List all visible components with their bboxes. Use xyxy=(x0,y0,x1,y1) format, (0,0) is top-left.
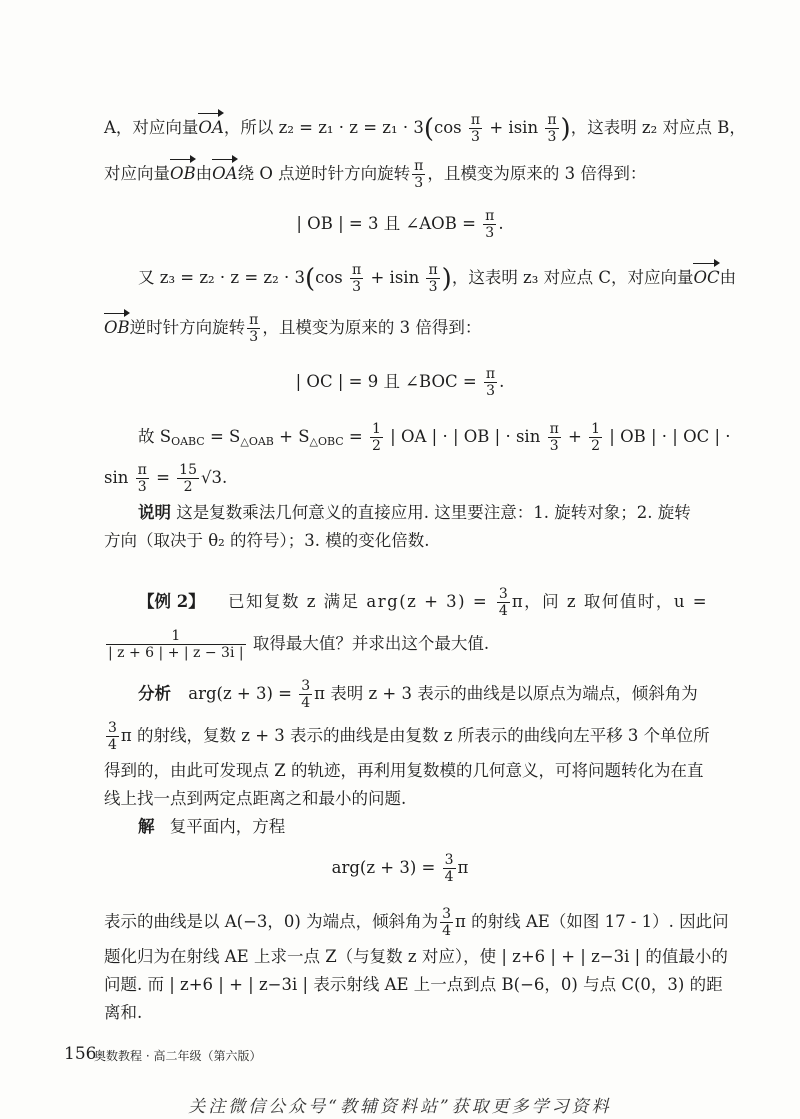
solution-paragraph: 解 复平面内，方程 xyxy=(104,814,696,840)
watermark: 关注微信公众号“教辅资料站”获取更多学习资料 xyxy=(188,1097,612,1117)
equation: | OB | = 3 且 ∠AOB = $\frac{\pi}{3}$ . xyxy=(296,208,504,241)
analysis-label: 分析 xyxy=(138,684,171,703)
text-line: A，对应向量OA，所以 z₂ = z₁ · z = z₁ · 3(cos $\frac{\pi}{3}$ + isin $\frac{\pi}{3}$ )，这表明 z₂ 对应点 B， xyxy=(104,112,746,145)
example-heading: 【例 2】 已知复数 z 满足 arg(z + 3) = $\frac{3}{4}$ π，问 z 取何值时，u = xyxy=(104,586,696,619)
note-paragraph: 说明 这是复数乘法几何意义的直接应用. 这里要注意：1. 旋转对象；2. 旋转 xyxy=(104,500,696,526)
equation: | OC | = 9 且 ∠BOC = $\frac{\pi}{3}$ . xyxy=(295,366,505,399)
text-line: 方向（取决于 θ₂ 的符号）；3. 模的变化倍数. xyxy=(104,531,430,550)
text-line: sin $\frac{\pi}{3}$ = $\frac{15}{2}$ √3. xyxy=(104,462,228,495)
text-line: 问题. 而 | z+6 | + | z−3i | 表示射线 AE 上一点到点 B(−6，0) 与点 C(0，3) 的距 xyxy=(104,975,723,994)
text-line: 故 $S_{OABC} = S_{\triangle OAB} + S_{\triangle OBC}$ = $\frac{1}{2}$ | OA | · | OB | · sin $\frac{\pi}{3}$ + $\frac{1}{2}$ | OB | · | OC | · xyxy=(138,421,731,454)
text-line: 对应向量OB由OA绕 O 点逆时针方向旋转 $\frac{\pi}{3}$ ，且模变为原来的 3 倍得到： xyxy=(104,158,647,191)
text-line: 离和. xyxy=(104,1003,143,1022)
text-line: 表示的曲线是以 A(−3，0) 为端点，倾斜角为 $\frac{3}{4}$ π 的射线 AE（如图 17 - 1）. 因此问 xyxy=(104,906,729,939)
solution-label: 解 xyxy=(138,817,155,836)
text-line: $\frac{3}{4}$ π 的射线，复数 z + 3 表示的曲线是由复数 z 所表示的曲线向左平移 3 个单位所 xyxy=(108,720,710,753)
text-line: 得到的，由此可发现点 Z 的轨迹，再利用复数模的几何意义，可将问题转化为在直 xyxy=(104,761,704,780)
equation: arg(z + 3) = $\frac{3}{4}$ π xyxy=(331,852,469,885)
example-label: 【例 2】 xyxy=(138,592,205,611)
note-label: 说明 xyxy=(138,503,171,522)
book-title: 奥数教程 · 高二年级（第六版） xyxy=(94,1049,262,1063)
text-line: $\frac{1}{| z + 6 | + | z - 3i |}$ 取得最大值？并求出这个最大值. xyxy=(108,628,490,661)
text-line: 线上找一点到两定点距离之和最小的问题. xyxy=(104,789,407,808)
analysis-paragraph: 分析 arg(z + 3) = $\frac{3}{4}$ π 表明 z + 3 表示的曲线是以原点为端点，倾斜角为 xyxy=(104,678,696,711)
text-line: 题化归为在射线 AE 上求一点 Z（与复数 z 对应），使 | z+6 | + | z−3i | 的值最小的 xyxy=(104,947,728,966)
text-line: 又 z₃ = z₂ · z = z₂ · 3(cos $\frac{\pi}{3}$ + isin $\frac{\pi}{3}$ )，这表明 z₃ 对应点 C，对应向量OC由 xyxy=(138,262,737,295)
text-line: OB逆时针方向旋转 $\frac{\pi}{3}$ ，且模变为原来的 3 倍得到： xyxy=(104,312,482,345)
page-number: 156 xyxy=(64,1044,97,1064)
